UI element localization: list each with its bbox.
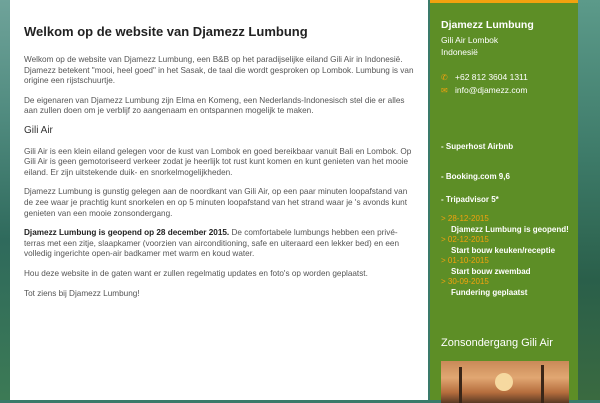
highlight-booking: - Booking.com 9,6 xyxy=(441,172,510,181)
page-title: Welkom op de website van Djamezz Lumbung xyxy=(24,24,308,39)
sidebar-address xyxy=(441,34,498,58)
opening-paragraph xyxy=(24,228,414,260)
goodbye-paragraph: Tot ziens bij Djamezz Lumbung! xyxy=(24,288,140,298)
news-item[interactable] xyxy=(441,235,576,256)
news-list xyxy=(441,214,576,298)
news-item[interactable] xyxy=(441,256,576,277)
news-title[interactable]: Start bouw keuken/receptie xyxy=(451,245,556,255)
updates-paragraph: Hou deze website in de gaten want er zullen regelmatig updates en foto's op worden geplaatst. xyxy=(24,268,368,278)
news-title[interactable]: Djamezz Lumbung is geopend! xyxy=(451,224,569,234)
news-date: > 02-12-2015 xyxy=(441,235,489,244)
gili-paragraph-2: Djamezz Lumbung is gunstig gelegen aan de noordkant van Gili Air, op een paar minuten loopafstand van de zee waar je prachtig kunt snorkelen en op 5 minuten loopafstand van het strand waar je 's avonds kunt genieten van een mooie zonsondergang. xyxy=(24,187,408,218)
news-date: > 28-12-2015 xyxy=(441,214,489,223)
intro-text-2: Djamezz betekent "mooi, heel goed" in het Sasak, de taal die wordt gesproken op Lombok. Lumbung is van origine een rijstschuurtje. xyxy=(24,65,414,86)
news-item[interactable] xyxy=(441,214,576,235)
palm-silhouette xyxy=(459,367,462,403)
highlight-airbnb: - Superhost Airbnb xyxy=(441,142,514,151)
background-scenery-right xyxy=(578,0,600,400)
gili-paragraph-1: Gili Air is een klein eiland gelegen voor de kust van Lombok en goed bereikbaar vanuit Bali en Lombok. Op Gili Air is geen gemotoriseerd verkeer zodat je heerlijk tot rust kunt komen en kunt genieten van het mooie eiland. Er zijn uitstekende duik- en snorkelmogelijkheden. xyxy=(24,146,412,177)
section-title-gili-air: Gili Air xyxy=(24,124,53,136)
sun-shape xyxy=(495,373,513,391)
sidebar-business-name: Djamezz Lumbung xyxy=(441,19,534,31)
highlight-tripadvisor: - Tripadvisor 5* xyxy=(441,195,499,204)
address-line-2: Indonesië xyxy=(441,47,478,57)
address-line-1: Gili Air Lombok xyxy=(441,35,499,45)
sidebar-contact xyxy=(441,71,528,97)
news-title[interactable]: Fundering geplaatst xyxy=(451,287,528,297)
news-title[interactable]: Start bouw zwembad xyxy=(451,266,531,276)
opening-details-text: De comfortabele lumbungs hebben een privé-terras met een zitje, slaapkamer (voorzien van airconditioning, safe en uiteraard een lekker bed) en een volledig ingerichte open-air badkamer met warm en koud water. xyxy=(24,228,400,259)
article-body xyxy=(24,55,414,308)
sunset-photo[interactable] xyxy=(441,361,569,403)
opening-date-text: Djamezz Lumbung is geopend op 28 december 2015. xyxy=(24,228,230,238)
email-row[interactable] xyxy=(441,84,528,97)
phone-row[interactable] xyxy=(441,71,528,84)
main-content xyxy=(10,0,428,400)
news-date: > 01-10-2015 xyxy=(441,256,489,265)
sunset-heading: Zonsondergang Gili Air xyxy=(441,337,553,349)
sidebar xyxy=(430,0,578,400)
news-date: > 30-09-2015 xyxy=(441,277,489,286)
owners-paragraph: De eigenaren van Djamezz Lumbung zijn Elma en Komeng, een Nederlands-Indonesisch stel die er alles aan zullen doen om je verblijf zo aangenaam en ontspannen mogelijk te maken. xyxy=(24,95,405,116)
intro-paragraph xyxy=(24,55,414,87)
palm-silhouette xyxy=(541,365,544,403)
phone-icon: ✆ xyxy=(441,73,448,82)
envelope-icon: ✉ xyxy=(441,86,448,95)
news-item[interactable] xyxy=(441,277,576,298)
phone-number[interactable]: +62 812 3604 1311 xyxy=(455,72,528,82)
intro-text-1: Welkom op de website van Djamezz Lumbung, een B&B op het paradijselijke eiland Gili Air in Indonesië. xyxy=(24,55,403,64)
email-link[interactable]: info@djamezz.com xyxy=(455,85,528,95)
